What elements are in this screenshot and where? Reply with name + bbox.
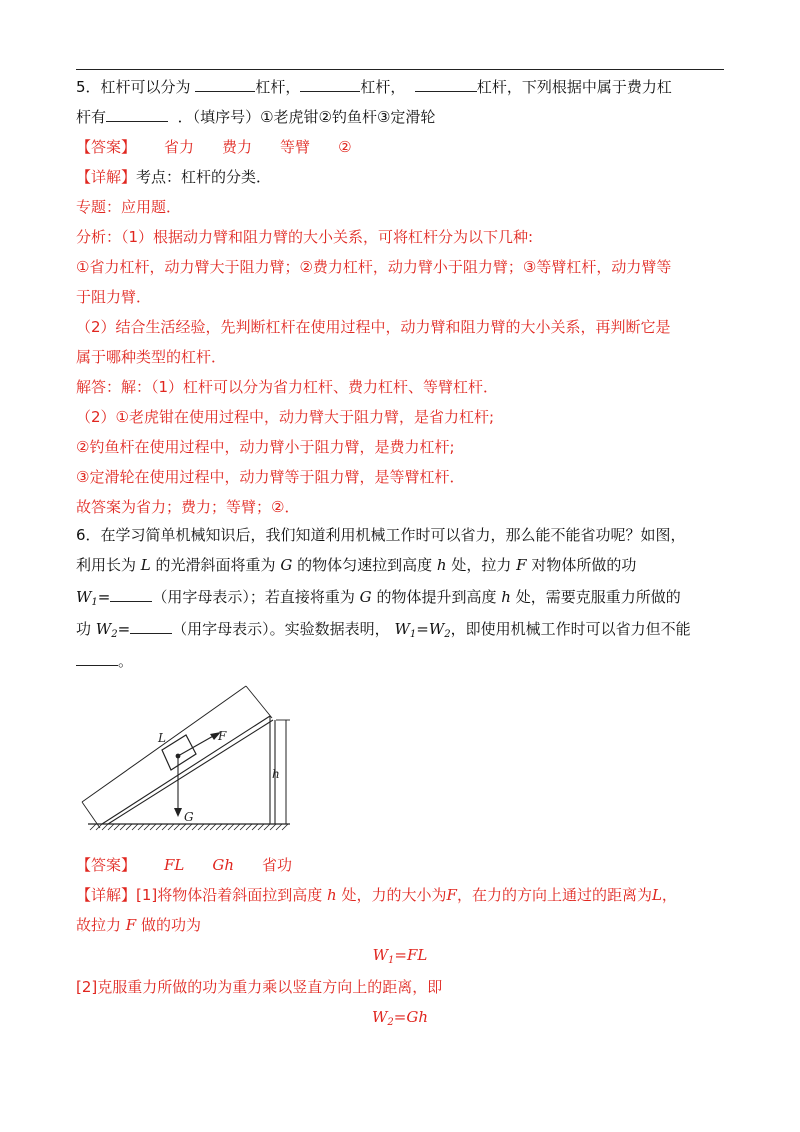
answer-blank [106,107,168,122]
answer-blank [110,587,152,602]
q6-detail-line: 【详解】[1]将物体沿着斜面拉到高度 h 处，力的大小为F，在力的方向上通过的距离为L， [76,886,677,904]
q6-detail-line: [2]克服重力所做的功为重力乘以竖直方向上的距离，即 [76,978,443,996]
incline-surface-edge [108,720,273,824]
q5-detail-line: （2）结合生活经验，先判断杠杆在使用过程中，动力臂和阻力臂的大小关系，再判断它是 [76,318,671,336]
q5-detail-line: 【详解】考点：杠杆的分类． [76,168,272,186]
q5-detail-line: ③定滑轮在使用过程中，动力臂等于阻力臂，是等臂杠杆． [76,468,465,486]
q6-stem-line1: 6．在学习简单机械知识后，我们知道利用机械工作时可以省力，那么能不能省功呢？如图， [76,526,686,544]
q6-stem-line4: 功 $W_2=$ （用字母表示）。实验数据表明， $W_1=W_2$，即使用机械工作时可以省力但不能 [76,620,691,640]
q5-detail-line: 解答：解：（1）杠杆可以分为省力杠杆、费力杠杆、等臂杠杆． [76,378,499,396]
label-F: F [218,729,227,743]
q5-answer: 【答案】 省力 费力 等臂 ② [76,138,352,156]
label-L: L [158,731,166,745]
detail-label: 【详解】 [76,168,137,186]
block [162,735,196,770]
q6-stem-line5: 。 [76,651,133,671]
inclined-plane-figure [80,680,300,840]
q5-stem-line2: 杆有 ．（填序号）①老虎钳②钓鱼杆③定滑轮 [76,108,436,126]
gravity-arrowhead [174,808,182,817]
q5-stem-line1: 5．杠杆可以分为 杠杆， 杠杆， 杠杆，下列根据中属于费力杠 [76,78,672,96]
q5-detail-line: 属于哪种类型的杠杆． [76,348,227,366]
answer-label: 【答案】 [76,138,137,156]
ground-hatching [90,824,288,830]
equation-work-1: $W_1=FL$ [372,946,428,966]
detail-label: 【详解】 [76,886,137,904]
label-h: h [272,767,280,781]
answer-blank [415,77,477,92]
q5-detail-line: ①省力杠杆，动力臂大于阻力臂；②费力杠杆，动力臂小于阻力臂；③等臂杠杆，动力臂等 [76,258,672,276]
q6-stem-line2: 利用长为 L 的光滑斜面将重为 G 的物体匀速拉到高度 h 处，拉力 F 对物体所做的功 [76,556,637,574]
q5-detail-line: 专题：应用题． [76,198,182,216]
equation-work-2: $W_2=Gh$ [371,1008,428,1028]
q5-detail-line: 分析：（1）根据动力臂和阻力臂的大小关系，可将杠杆分为以下几种: [76,228,534,246]
dimension-tick [246,686,272,718]
q6-detail-line: 故拉力 F 做的功为 [76,916,202,934]
q6-stem-line3: $W_1=$ （用字母表示）；若直接将重为 G 的物体提升到高度 h 处，需要克服重力所做的 [76,588,681,608]
q5-detail-line: 故答案为省力；费力；等臂；②． [76,498,300,516]
q5-detail-line: （2）①老虎钳在使用过程中，动力臂大于阻力臂，是省力杠杆; [76,408,495,426]
answer-blank [130,619,172,634]
answer-blank [300,77,360,92]
label-G: G [184,810,194,824]
q5-detail-line: ②钓鱼杆在使用过程中，动力臂小于阻力臂，是费力杠杆; [76,438,455,456]
q6-answer: 【答案】 FL Gh 省功 [76,856,293,874]
q5-detail-line: 于阻力臂． [76,288,152,306]
answer-blank [76,651,118,666]
header-rule [76,69,724,70]
answer-label: 【答案】 [76,856,137,874]
answer-blank [195,77,255,92]
